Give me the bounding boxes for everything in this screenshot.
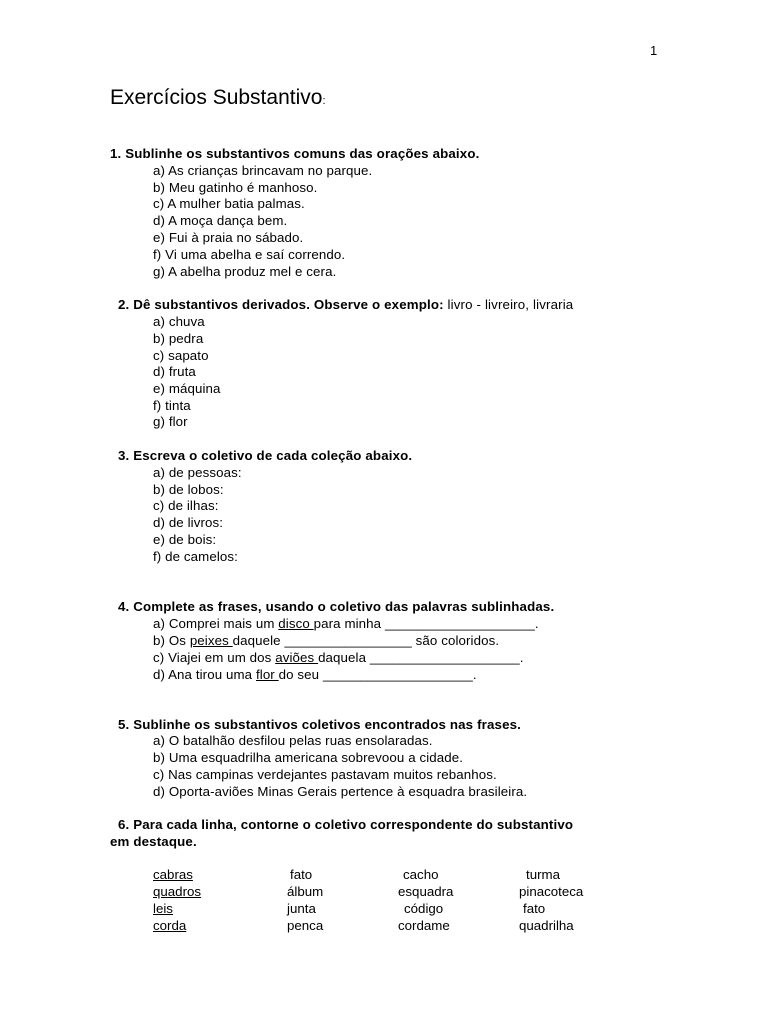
question-1-item-g: g) A abelha produz mel e cera. (153, 264, 337, 279)
question-4-item-b (153, 633, 499, 648)
sentence-end: daquela ____________________. (318, 650, 524, 665)
sentence-start: d) Ana tirou uma (153, 667, 256, 682)
question-2-item-e: e) máquina (153, 381, 221, 396)
question-2-heading-text: 2. Dê substantivos derivados. Observe o exemplo: (118, 297, 444, 312)
collective-option: cacho (403, 867, 439, 882)
question-3-item-d: d) de livros: (153, 515, 224, 530)
question-3-item-f: f) de camelos: (153, 549, 238, 564)
underlined-word: peixes (189, 633, 233, 648)
underlined-word: aviões (275, 650, 319, 665)
collective-option: cordame (398, 918, 450, 933)
collective-option: código (404, 901, 444, 916)
question-3-item-e: e) de bois: (153, 532, 217, 547)
question-1-item-a: a) As crianças brincavam no parque. (153, 163, 373, 178)
question-2-item-d: d) fruta (153, 364, 196, 379)
question-2-item-a: a) chuva (153, 314, 205, 329)
collective-option: turma (526, 867, 560, 882)
collective-option: pinacoteca (519, 884, 584, 899)
question-1-heading: 1. Sublinhe os substantivos comuns das orações abaixo. (110, 146, 480, 161)
question-4-item-a (153, 616, 539, 631)
question-2-heading (118, 297, 573, 312)
question-5-item-a: a) O batalhão desfilou pelas ruas ensolaradas. (153, 733, 433, 748)
title-colon: : (322, 95, 326, 107)
question-1-item-c: c) A mulher batia palmas. (153, 196, 305, 211)
sentence-end: para minha ____________________. (313, 616, 539, 631)
question-1-item-e: e) Fui à praia no sábado. (153, 230, 304, 245)
question-2-item-c: c) sapato (153, 348, 209, 363)
underlined-word: disco (278, 616, 314, 631)
question-5-item-d: d) Oporta-aviões Minas Gerais pertence à esquadra brasileira. (153, 784, 528, 799)
sentence-start: b) Os (153, 633, 190, 648)
question-1-item-b: b) Meu gatinho é manhoso. (153, 180, 318, 195)
question-4-item-c (153, 650, 524, 665)
sentence-start: a) Comprei mais um (153, 616, 279, 631)
underlined-word: flor (255, 667, 279, 682)
highlighted-noun: cabras (153, 867, 193, 882)
collective-option: fato (290, 867, 313, 882)
question-6-heading-line-1: 6. Para cada linha, contorne o coletivo correspondente do substantivo (118, 817, 574, 832)
question-4-heading: 4. Complete as frases, usando o coletivo das palavras sublinhadas. (118, 599, 555, 614)
question-3-item-a: a) de pessoas: (153, 465, 242, 480)
highlighted-noun: quadros (153, 884, 202, 899)
question-5-item-b: b) Uma esquadrilha americana sobrevoou a cidade. (153, 750, 464, 765)
question-3-item-b: b) de lobos: (153, 482, 224, 497)
question-2-item-b: b) pedra (153, 331, 204, 346)
question-5-heading: 5. Sublinhe os substantivos coletivos encontrados nas frases. (118, 717, 521, 732)
question-2-item-f: f) tinta (153, 398, 191, 413)
question-3-heading: 3. Escreva o coletivo de cada coleção abaixo. (118, 448, 413, 463)
question-4-item-d (153, 667, 477, 682)
question-2-item-g: g) flor (153, 414, 188, 429)
highlighted-noun: leis (153, 901, 173, 916)
question-6-heading-line-2: em destaque. (110, 834, 197, 849)
page-number: 1 (650, 43, 658, 58)
sentence-start: c) Viajei em um dos (153, 650, 276, 665)
collective-option: fato (523, 901, 546, 916)
question-1-item-f: f) Vi uma abelha e saí correndo. (153, 247, 346, 262)
sentence-end: do seu ____________________. (278, 667, 477, 682)
question-3-item-c: c) de ilhas: (153, 498, 219, 513)
title-text: Exercícios Substantivo (110, 86, 323, 109)
question-1-item-d: d) A moça dança bem. (153, 213, 288, 228)
collective-option: penca (287, 918, 324, 933)
collective-option: quadrilha (519, 918, 574, 933)
collective-option: esquadra (398, 884, 454, 899)
highlighted-noun: corda (153, 918, 187, 933)
sentence-end: daquele _________________ são coloridos. (232, 633, 500, 648)
collective-option: junta (287, 901, 316, 916)
collective-option: álbum (287, 884, 324, 899)
question-2-example: livro - livreiro, livraria (443, 297, 574, 312)
document-title (110, 86, 326, 110)
question-5-item-c: c) Nas campinas verdejantes pastavam muitos rebanhos. (153, 767, 497, 782)
